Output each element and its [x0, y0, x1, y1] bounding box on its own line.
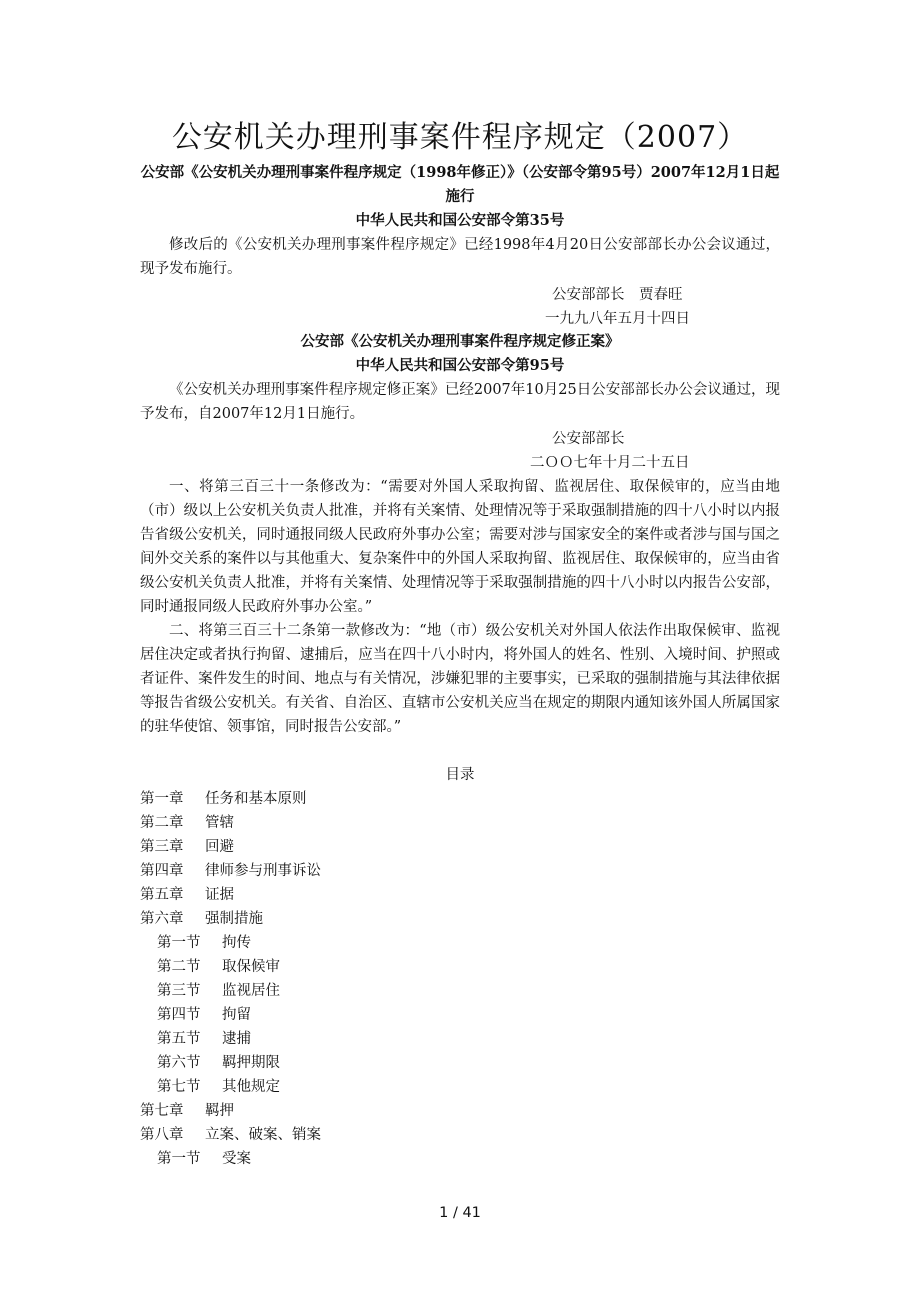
toc-section	[140, 1051, 780, 1075]
toc-entry-name: 羁押	[205, 1103, 234, 1119]
toc-entry-number: 第一节	[157, 1151, 201, 1167]
order-35-date: 一九九八年五月十四日	[545, 311, 690, 327]
toc-chapter	[140, 1099, 780, 1123]
toc-title: 目录	[445, 767, 475, 783]
toc-entry-name: 立案、破案、销案	[205, 1127, 321, 1143]
toc-entry-name: 管辖	[205, 815, 234, 831]
toc-entry-name: 受案	[222, 1151, 251, 1167]
toc-entry-name: 逮捕	[222, 1031, 251, 1047]
toc-entry-number: 第一节	[157, 935, 201, 951]
toc-chapter	[140, 811, 780, 835]
toc-entry-number: 第三节	[157, 983, 201, 999]
toc-chapter	[140, 787, 780, 811]
toc-entry-name: 羁押期限	[222, 1055, 280, 1071]
toc-entry-number: 第四节	[157, 1007, 201, 1023]
toc-entry-number: 第二节	[157, 959, 201, 975]
toc-chapter	[140, 1123, 780, 1147]
toc-entry-name: 任务和基本原则	[205, 791, 307, 807]
toc-section	[140, 1075, 780, 1099]
order-35-signer: 公安部部长 贾春旺	[552, 287, 683, 303]
toc-entry-number: 第七章	[140, 1103, 184, 1119]
order-35-body: 修改后的《公安机关办理刑事案件程序规定》已经1998年4月20日公安部部长办公会议通过，现予发布施行。	[140, 237, 780, 277]
toc-entry-name: 回避	[205, 839, 234, 855]
amendment-signer: 公安部部长	[552, 431, 625, 447]
toc-section	[140, 1147, 780, 1171]
amendment-item-1: 一、将第三百三十一条修改为：“需要对外国人采取拘留、监视居住、取保候审的，应当由地（市）级以上公安机关负责人批准，并将有关案情、处理情况等于采取强制措施的四十八小时以内报告省级公安机关，同时通报同级人民政府外事办公室；需要对涉与国家安全的案件或者涉与国与国之间外交关系的案件以与其他重大、复杂案件中的外国人采取拘留、监视居住、取保候审的，应当由省级公安机关负责人批准，并将有关案情、处理情况等于采取强制措施的四十八小时以内报告公安部，同时通报同级人民政府外事办公室。”	[140, 479, 780, 615]
table-of-contents	[140, 787, 780, 1171]
toc-entry-name: 监视居住	[222, 983, 280, 999]
toc-section	[140, 955, 780, 979]
toc-entry-number: 第四章	[140, 863, 184, 879]
toc-entry-number: 第六节	[157, 1055, 201, 1071]
toc-entry-number: 第八章	[140, 1127, 184, 1143]
order-35-heading: 中华人民共和国公安部令第35号	[355, 212, 565, 229]
toc-section	[140, 1027, 780, 1051]
document-title: 公安机关办理刑事案件程序规定（2007）	[171, 120, 749, 155]
amendment-date: 二ＯＯ七年十月二十五日	[530, 455, 690, 471]
page-indicator: 1 / 41	[439, 1205, 481, 1221]
toc-entry-name: 其他规定	[222, 1079, 280, 1095]
toc-entry-number: 第五节	[157, 1031, 201, 1047]
document-subtitle: 公安部《公安机关办理刑事案件程序规定（1998年修正）》（公安部令第95号）2007年12月1日起施行	[140, 164, 780, 205]
toc-chapter	[140, 907, 780, 931]
toc-entry-name: 律师参与刑事诉讼	[205, 863, 321, 879]
toc-chapter	[140, 859, 780, 883]
toc-entry-number: 第一章	[140, 791, 184, 807]
amendment-heading: 公安部《公安机关办理刑事案件程序规定修正案》	[300, 333, 620, 350]
toc-entry-name: 取保候审	[222, 959, 280, 975]
amendment-item-2: 二、将第三百三十二条第一款修改为：“地（市）级公安机关对外国人依法作出取保候审、监视居住决定或者执行拘留、逮捕后，应当在四十八小时内，将外国人的姓名、性别、入境时间、护照或者证件、案件发生的时间、地点与有关情况，涉嫌犯罪的主要事实，已采取的强制措施与其法律依据等报告省级公安机关。有关省、自治区、直辖市公安机关应当在规定的期限内通知该外国人所属国家的驻华使馆、领事馆，同时报告公安部。”	[140, 623, 780, 735]
toc-entry-number: 第三章	[140, 839, 184, 855]
amendment-body: 《公安机关办理刑事案件程序规定修正案》已经2007年10月25日公安部部长办公会议通过，现予发布，自2007年12月1日施行。	[140, 382, 780, 422]
order-95-heading: 中华人民共和国公安部令第95号	[355, 357, 565, 374]
toc-chapter	[140, 883, 780, 907]
toc-entry-number: 第七节	[157, 1079, 201, 1095]
toc-section	[140, 1003, 780, 1027]
toc-chapter	[140, 835, 780, 859]
toc-entry-number: 第五章	[140, 887, 184, 903]
toc-section	[140, 931, 780, 955]
toc-entry-number: 第六章	[140, 911, 184, 927]
toc-entry-name: 拘留	[222, 1007, 251, 1023]
toc-entry-name: 拘传	[222, 935, 251, 951]
toc-entry-number: 第二章	[140, 815, 184, 831]
toc-entry-name: 证据	[205, 887, 234, 903]
toc-section	[140, 979, 780, 1003]
toc-entry-name: 强制措施	[205, 911, 263, 927]
